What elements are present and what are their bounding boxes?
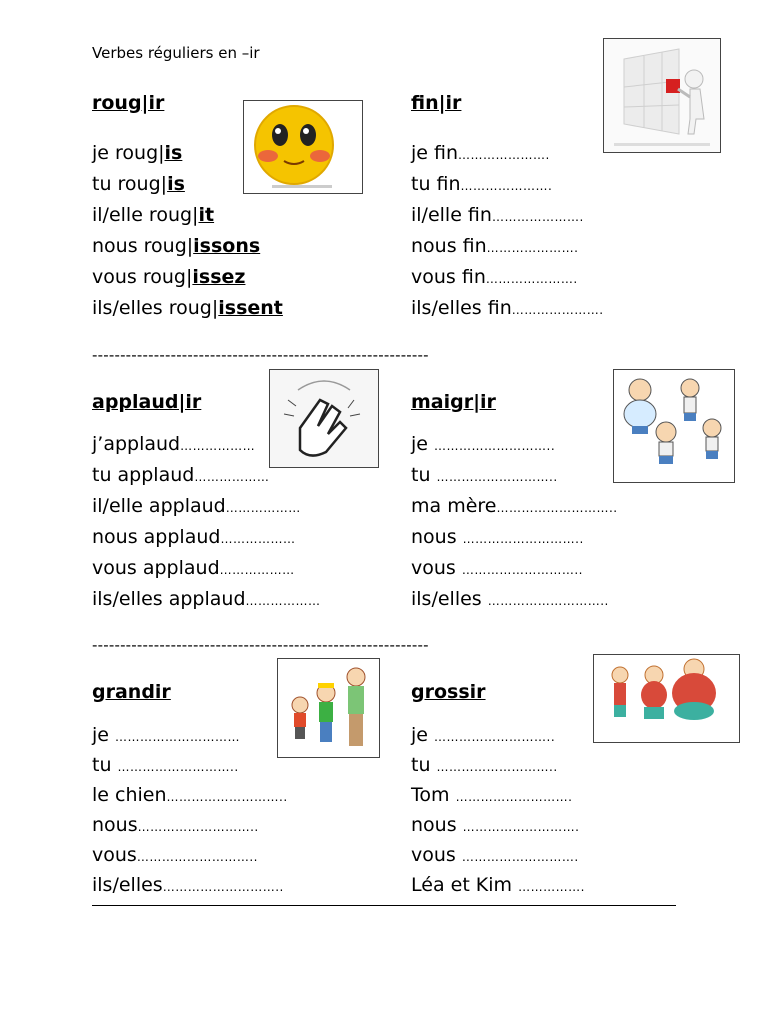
clapping-hands-picture <box>269 369 379 468</box>
conjugation-line: tu ……………………….. <box>411 754 558 776</box>
section-title-finir: fin|ir <box>411 92 462 114</box>
conjugation-line: je roug|is <box>92 142 183 164</box>
conjugation-list-finir <box>411 142 604 328</box>
conjugation-list-grossir <box>411 724 585 904</box>
conjugation-line: je fin…………………. <box>411 142 550 164</box>
section-title-rougir: roug|ir <box>92 92 165 114</box>
conjugation-line: j’applaud……………… <box>92 433 256 455</box>
conjugation-line: il/elle applaud……………… <box>92 495 301 517</box>
puzzle-man-picture <box>603 38 721 153</box>
conjugation-line: nous roug|issons <box>92 235 261 257</box>
blushing-emoji-picture <box>243 100 363 194</box>
growing-kids-picture <box>277 658 380 758</box>
conjugation-line: le chien……………………….. <box>92 784 288 806</box>
conjugation-line: tu roug|is <box>92 173 185 195</box>
thin-and-fat-boys-picture <box>613 369 735 483</box>
conjugation-line: nous ……………………….. <box>411 526 584 548</box>
conjugation-line: je ……………………….. <box>411 433 556 455</box>
conjugation-line: ils/elles……………………….. <box>92 874 284 896</box>
conjugation-line: Tom ………………………. <box>411 784 573 806</box>
worksheet-header: Verbes réguliers en –ir <box>92 44 260 62</box>
conjugation-line: vous applaud……………… <box>92 557 295 579</box>
face-icon <box>255 106 333 184</box>
conjugation-line: vous roug|issez <box>92 266 246 288</box>
conjugation-line: vous ……………………….. <box>411 557 583 579</box>
conjugation-line: vous……………………….. <box>92 844 258 866</box>
conjugation-line: je ………………………… <box>92 724 241 746</box>
conjugation-line: nous……………………….. <box>92 814 259 836</box>
section-separator: ------------------------------------------------------------ <box>92 636 429 654</box>
conjugation-line: nous ………………………. <box>411 814 580 836</box>
conjugation-line: tu ……………………….. <box>411 464 558 486</box>
gaining-weight-people-picture <box>593 654 740 743</box>
conjugation-line: ma mère……………………….. <box>411 495 618 517</box>
conjugation-line: il/elle roug|it <box>92 204 215 226</box>
conjugation-line: tu applaud……………… <box>92 464 270 486</box>
conjugation-list-maigrir <box>411 433 618 619</box>
section-title-applaudir: applaud|ir <box>92 391 202 413</box>
conjugation-line: je ……………………….. <box>411 724 556 746</box>
section-title-grossir: grossir <box>411 681 486 703</box>
conjugation-line: tu fin…………………. <box>411 173 553 195</box>
conjugation-line: ils/elles applaud……………… <box>92 588 321 610</box>
conjugation-line: il/elle fin…………………. <box>411 204 584 226</box>
conjugation-line: vous fin…………………. <box>411 266 578 288</box>
conjugation-line: nous fin…………………. <box>411 235 579 257</box>
conjugation-line: tu ……………………….. <box>92 754 239 776</box>
conjugation-line: ils/elles fin…………………. <box>411 297 604 319</box>
conjugation-line: Léa et Kim ……………. <box>411 874 585 896</box>
section-separator: ------------------------------------------------------------ <box>92 346 429 364</box>
conjugation-line: ils/elles ……………………….. <box>411 588 609 610</box>
section-title-maigrir: maigr|ir <box>411 391 496 413</box>
conjugation-line: ils/elles roug|issent <box>92 297 283 319</box>
puzzle-piece-icon <box>666 79 680 93</box>
conjugation-line: vous ………………………. <box>411 844 579 866</box>
bottom-rule <box>92 905 676 906</box>
section-title-grandir: grandir <box>92 681 171 703</box>
conjugation-line: nous applaud……………… <box>92 526 296 548</box>
conjugation-list-grandir <box>92 724 288 904</box>
